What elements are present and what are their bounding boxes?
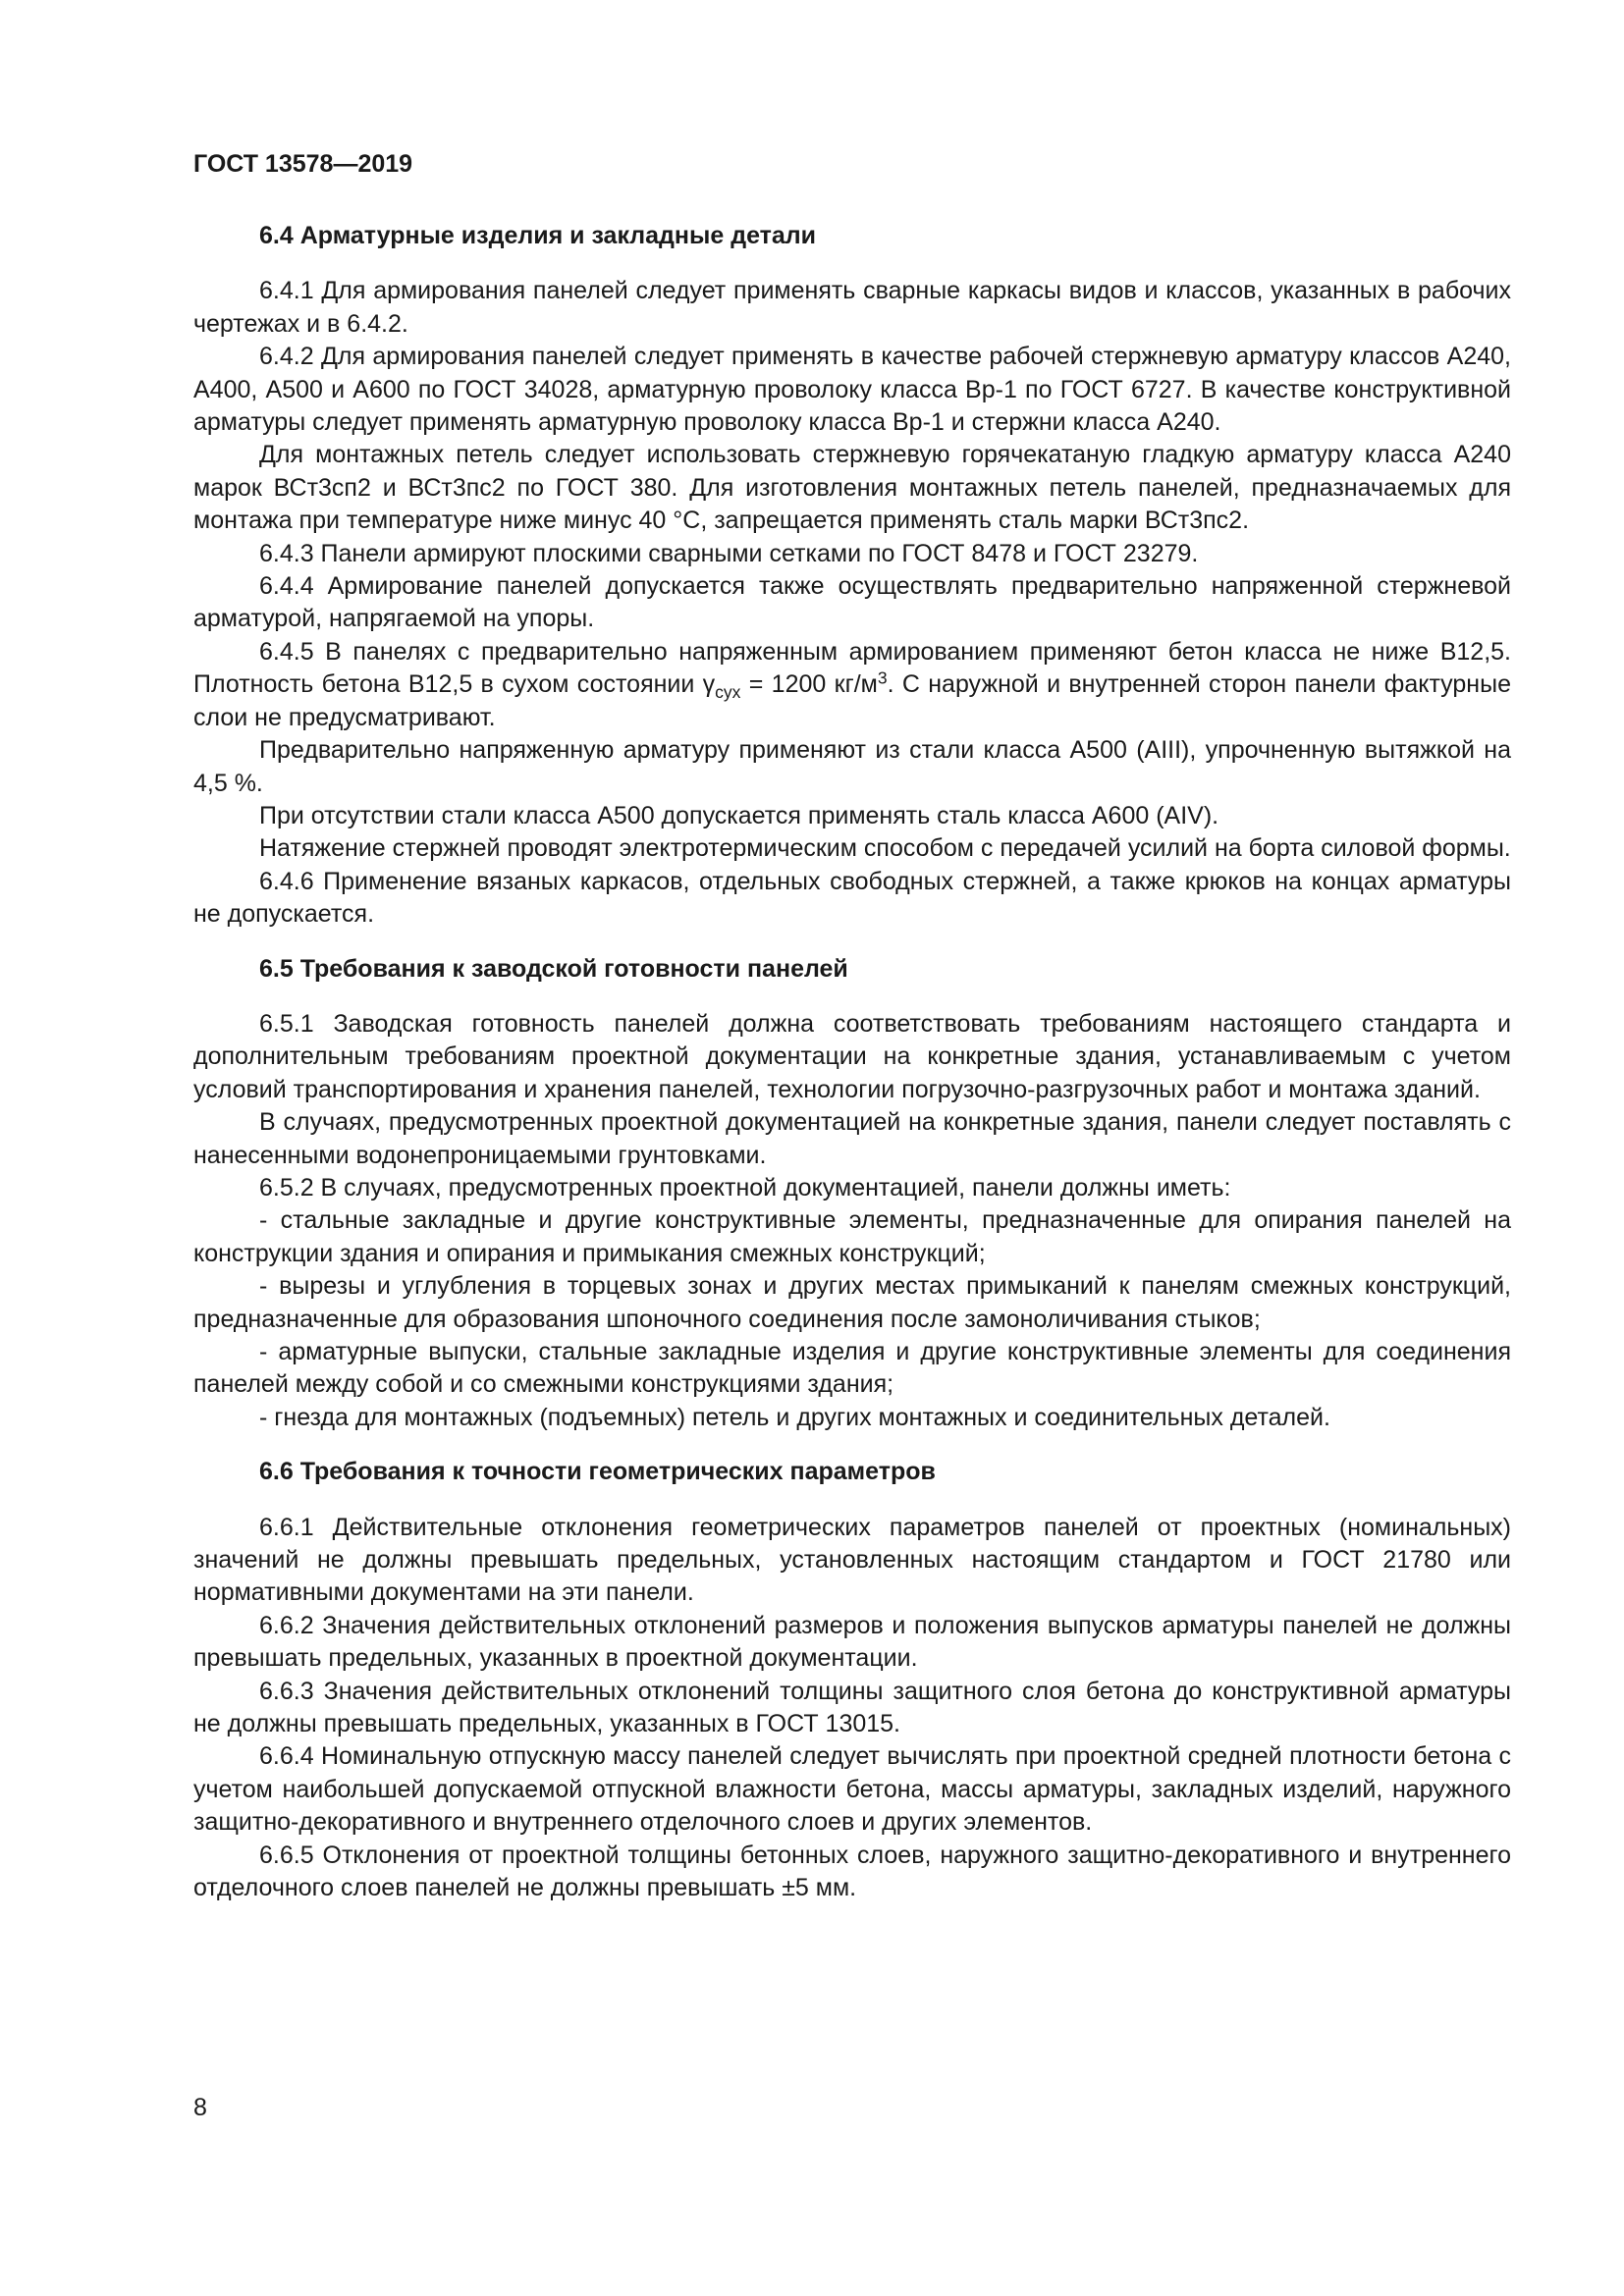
p645-text-c: . С наружной и внутренней сторон панели фактурные слои не предусматривают. — [193, 670, 1511, 731]
list-item: - вырезы и углубления в торцевых зонах и других местах примыканий к панелям смежных конструкций, предназначенные для образования шпоночного соединения после замоноличивания стыков; — [193, 1272, 1511, 1333]
gamma-subscript: сух — [715, 682, 741, 703]
paragraph-6-4-3: 6.4.3 Панели армируют плоскими сварными сетками по ГОСТ 8478 и ГОСТ 23279. — [259, 539, 1199, 567]
paragraph-6-6-4: 6.6.4 Номинальную отпускную массу панелей следует вычислять при проектной средней плотности бетона с учетом наибольшей допускаемой отпускной влажности бетона, массы арматуры, закладных изделий, наружного защитно-декоративного и внутреннего отделочного слоев и других элементов. — [193, 1742, 1511, 1837]
gamma-symbol: γ — [702, 670, 716, 699]
paragraph-6-4-6: 6.4.6 Применение вязаных каркасов, отдельных свободных стержней, а также крюков на концах арматуры не допускается. — [193, 867, 1511, 929]
paragraph-6-4-5 — [193, 636, 1511, 734]
section-title-6-6: 6.6 Требования к точности геометрических параметров — [259, 1458, 936, 1486]
paragraph-6-4-4: 6.4.4 Армирование панелей допускается также осуществлять предварительно напряженной стержневой арматурой, напрягаемой на упоры. — [193, 572, 1511, 633]
paragraph-6-6-5: 6.6.5 Отклонения от проектной толщины бетонных слоев, наружного защитно-декоративного и внутреннего отделочного слоев панелей не должны превышать ±5 мм. — [193, 1841, 1511, 1902]
section-title-6-5: 6.5 Требования к заводской готовности панелей — [259, 954, 848, 983]
p645-text-a: 6.4.5 В панелях с предварительно напряженным армированием применяют бетон класса не ниже В12,5. Плотность бетона В12,5 в сухом состоянии — [193, 637, 1511, 699]
section-title-6-4: 6.4 Арматурные изделия и закладные детали — [259, 222, 817, 249]
page-number: 8 — [193, 2094, 207, 2121]
paragraph-6-6-2: 6.6.2 Значения действительных отклонений размеров и положения выпусков арматуры панелей не должны превышать предельных, указанных в проектной документации. — [193, 1611, 1511, 1673]
list-item: - арматурные выпуски, стальные закладные изделия и другие конструктивные элементы для соединения панелей между собой и со смежными конструкциями здания; — [193, 1338, 1511, 1399]
paragraph-6-5-1-primers: В случаях, предусмотренных проектной документацией на конкретные здания, панели следует поставлять с нанесенными водонепроницаемыми грунтовками. — [193, 1108, 1511, 1169]
document-header: ГОСТ 13578—2019 — [193, 150, 413, 178]
paragraph-6-6-3: 6.6.3 Значения действительных отклонений толщины защитного слоя бетона до конструктивной арматуры не должны превышать предельных, указанных в ГОСТ 13015. — [193, 1677, 1511, 1738]
unit-superscript: 3 — [877, 667, 888, 688]
page-content — [193, 220, 1511, 1905]
paragraph-6-4-5-a600: При отсутствии стали класса А500 допускается применять сталь класса А600 (AIV). — [259, 801, 1219, 829]
list-item: - стальные закладные и другие конструктивные элементы, предназначенные для опирания панелей на конструкции здания и опирания и примыкания смежных конструкций; — [193, 1206, 1511, 1267]
list-item: - гнезда для монтажных (подъемных) петель и других монтажных и соединительных деталей. — [259, 1403, 1330, 1431]
paragraph-6-5-1: 6.5.1 Заводская готовность панелей должна соответствовать требованиям настоящего стандарта и дополнительным требованиям проектной документации на конкретные здания, устанавливаемым с учетом условий транспортирования и хранения панелей, технологии погрузочно-разгрузочных работ и монтажа зданий. — [193, 1009, 1511, 1103]
paragraph-6-5-2: 6.5.2 В случаях, предусмотренных проектной документацией, панели должны иметь: — [259, 1173, 1231, 1201]
paragraph-6-4-5-tension: Натяжение стержней проводят электротермическим способом с передачей усилий на борта силовой формы. — [259, 834, 1511, 863]
paragraph-6-4-1: 6.4.1 Для армирования панелей следует применять сварные каркасы видов и классов, указанных в рабочих чертежах и в 6.4.2. — [193, 277, 1511, 338]
paragraph-6-4-5-prestressed: Предварительно напряженную арматуру применяют из стали класса А500 (АIII), упрочненную вытяжкой на 4,5 %. — [193, 736, 1511, 797]
paragraph-6-4-2-loops: Для монтажных петель следует использовать стержневую горячекатаную гладкую арматуру класса А240 марок ВСт3сп2 и ВСт3пс2 по ГОСТ 380. Для изготовления монтажных петель панелей, предназначаемых для монтажа при температуре ниже минус 40 °С, запрещается применять сталь марки ВСт3пс2. — [193, 441, 1511, 535]
p645-text-b: = 1200 кг/м — [740, 670, 878, 699]
paragraph-6-6-1: 6.6.1 Действительные отклонения геометрических параметров панелей от проектных (номинальных) значений не должны превышать предельных, установленных настоящим стандартом и ГОСТ 21780 или нормативными документами на эти панели. — [193, 1513, 1511, 1607]
paragraph-6-4-2: 6.4.2 Для армирования панелей следует применять в качестве рабочей стержневую арматуру классов А240, А400, А500 и А600 по ГОСТ 34028, арматурную проволоку класса Вр-1 по ГОСТ 6727. В качестве конструктивной арматуры следует применять арматурную проволоку класса Вр-1 и стержни класса А240. — [193, 343, 1511, 437]
